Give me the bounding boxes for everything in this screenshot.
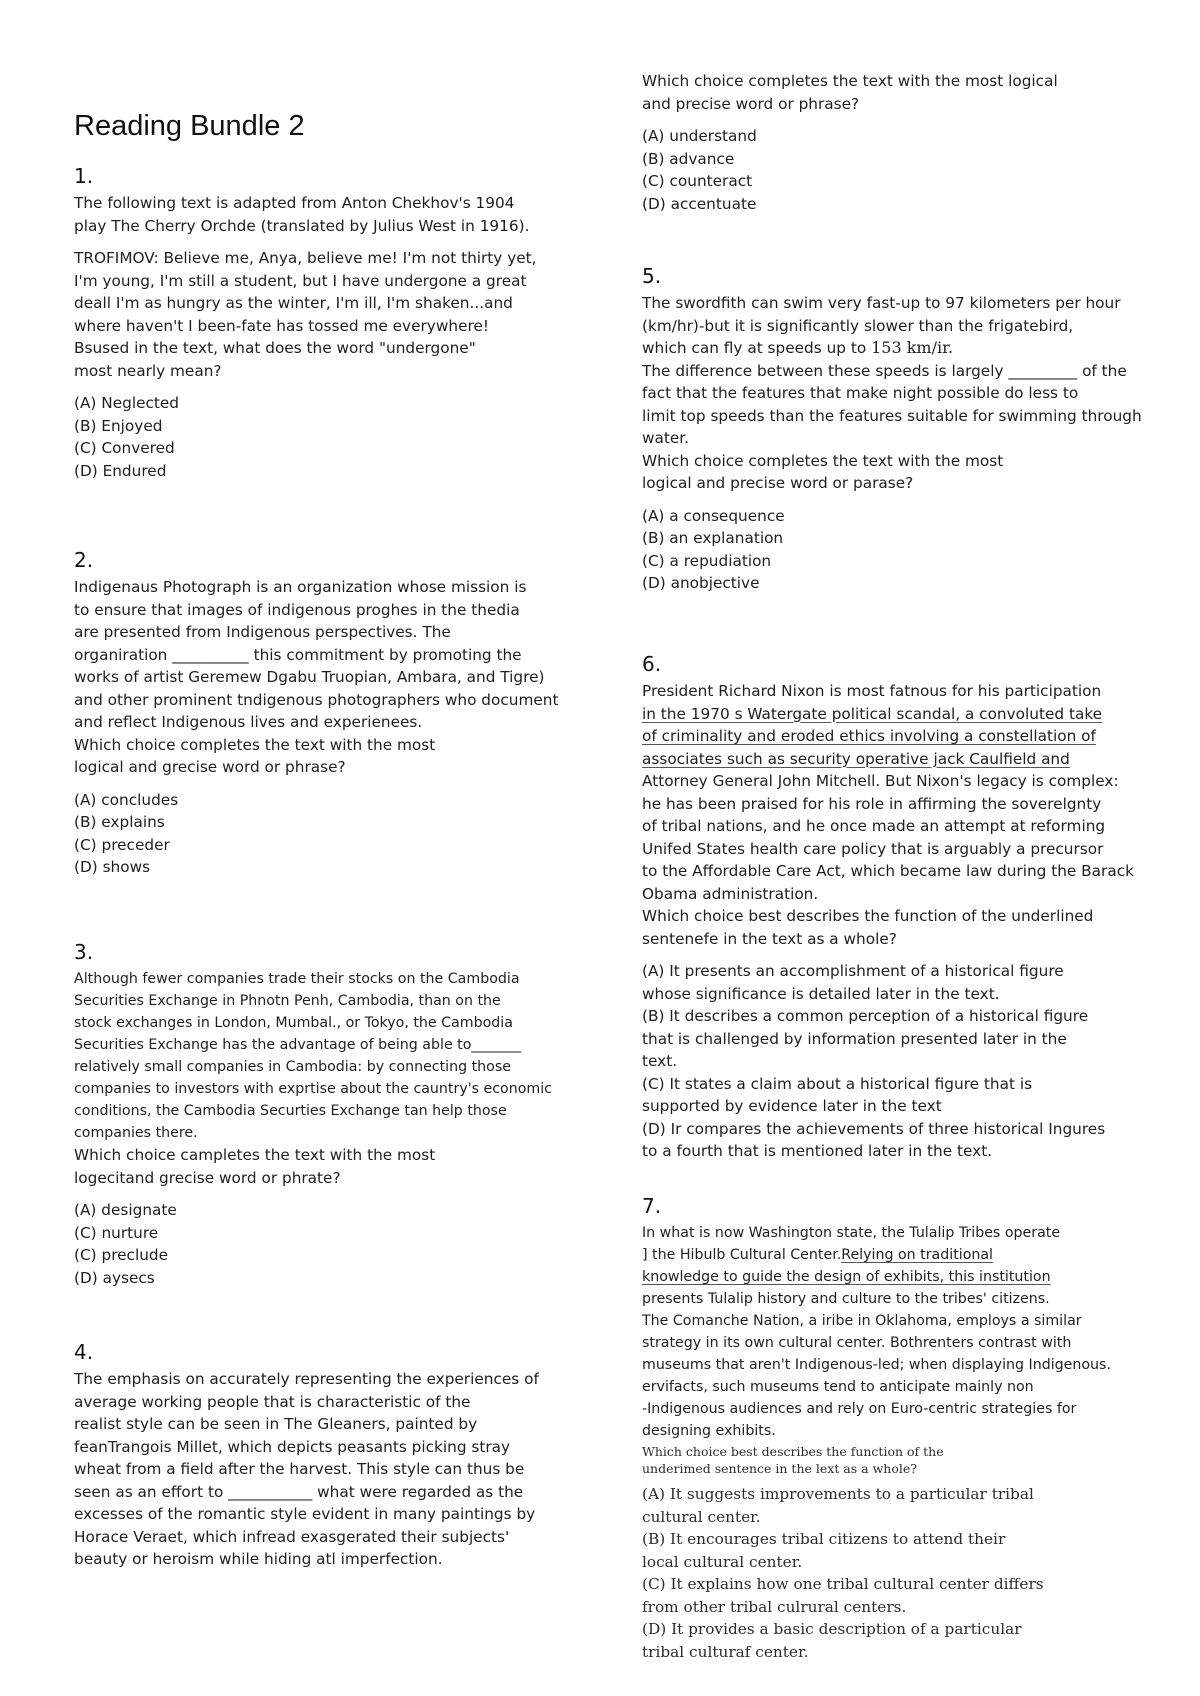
answer-option-b[interactable]: (B) Enjoyed <box>74 416 163 435</box>
question-passage: TROFIMOV: Believe me, Anya, believe me! I'm not thirty yet, I'm young, I'm still a student, but I have undergone a great deall I'm as hungry as the winter, I'm ill, I'm shaken...and where haven't I been-fate has tossed me everywhere! <box>74 249 537 335</box>
question-passage <box>642 292 1147 450</box>
answer-option-c[interactable]: (C) It explains how one tribal cultural center differs from other tribal culrural centers. <box>642 1575 1044 1616</box>
question-1 <box>74 162 574 482</box>
answer-options <box>642 505 1147 595</box>
passage-end: presents Tulalip history and culture to the tribes' citizens. The Comanche Nation, a iribe in Oklahoma, employs a similar strategy in its own cultural center. Bothrenters contrast with museums that aren't Indigenous-led; when displaying Indigenous. ervifacts, such museums tend to anticipate mainly non -Indigenous audiences and rely on Euro-centric strategies for designing exhibits. <box>642 1291 1111 1439</box>
question-passage: Indigenaus Photograph is an organization whose mission is to ensure that images of indigenous proghes in the thedia are presented from Indigenous perspectives. The organiration __________ this commitment by promoting the works of artist Geremew Dgabu Truopian, Ambara, and Tigre) and other prominent tndigenous photographers who document and reflect Indigenous lives and experienees. <box>74 578 559 731</box>
answer-options <box>642 125 1147 215</box>
answer-option-c[interactable]: (C) counteract <box>642 172 753 190</box>
question-prompt: Which choice campletes the text with the most logecitand grecise word or phrate? <box>74 1146 436 1187</box>
question-number: 3. <box>74 940 94 964</box>
passage-end: The difference between these speeds is largely _________ of the fact that the features that make night possible do less to limit top speeds than the features suitable for swimming through water. <box>642 361 1142 447</box>
question-prompt: Which choice best describes the function of the underlined sentenefe in the text as a whole? <box>642 907 1094 948</box>
underlined-sentence: in the 1970 s Watergate political scandal, a convoluted take of criminality and eroded ethics involving a constellation of associates such as security operative jack Caulfield and <box>642 704 1103 768</box>
answer-option-b[interactable]: (B) explains <box>74 813 165 831</box>
answer-option-b[interactable]: (B) an explanation <box>642 529 784 547</box>
answer-option-d[interactable]: (D) accentuate <box>642 194 757 213</box>
answer-option-a[interactable]: (A) understand <box>642 127 757 145</box>
answer-option-a[interactable]: (A) It suggests improvements to a particular tribal cultural center. <box>642 1485 1034 1526</box>
question-passage <box>642 1222 1147 1442</box>
question-prompt: Which choice best describes the function of the underimed sentence in the lext as a whole? <box>642 1444 944 1476</box>
question-5 <box>642 262 1147 595</box>
question-4-continued <box>642 70 1147 215</box>
answer-options <box>74 1199 574 1289</box>
question-intro: The following text is adapted from Anton Chekhov's 1904 play The Cherry Orchde (translated by Julius West in 1916). <box>74 194 530 235</box>
answer-option-a[interactable]: (A) It presents an accomplishment of a historical figure whose significance is detailed later in the text. <box>642 962 1064 1003</box>
answer-option-b[interactable]: (B) It encourages tribal citizens to attend their local cultural center. <box>642 1530 1006 1571</box>
question-number: 6. <box>642 652 662 676</box>
question-number: 2. <box>74 548 94 572</box>
answer-option-a[interactable]: (A) a consequence <box>642 506 785 525</box>
answer-option-a[interactable]: (A) concludes <box>74 790 179 809</box>
answer-option-b[interactable]: (B) advance <box>642 149 735 168</box>
question-number: 5. <box>642 264 662 288</box>
question-3 <box>74 938 574 1289</box>
question-number: 4. <box>74 1340 94 1364</box>
question-7 <box>642 1192 1147 1663</box>
answer-option-b[interactable]: (B) It describes a common perception of a historical figure that is challenged by information presented later in the text. <box>642 1007 1089 1070</box>
answer-option-d[interactable]: (D) shows <box>74 858 151 876</box>
question-prompt: Bsused in the text, what does the word "undergone" most nearly mean? <box>74 339 476 380</box>
question-2 <box>74 546 574 879</box>
passage-start: The swordfith can swim very fast-up to 97 kilometers per hour (km/hr)-but it is significantly slower than the frigatebird, which can fly at speeds up to <box>642 294 1121 357</box>
answer-options <box>642 960 1147 1163</box>
page-title: Reading Bundle 2 <box>74 110 305 142</box>
question-passage: The emphasis on accurately representing the experiences of average working people that is characteristic of the realist style can be seen in The Gleaners, painted by feanTrangois Millet, which depicts peasants picking stray wheat from a field after the harvest. This style can thus be seen as an effort to ___________ what were regarded as the excesses of the romantic style evident in many paintings by Horace Veraet, which infread exasgerated their subjects' beauty or heroism while hiding atl imperfection. <box>74 1370 539 1568</box>
question-passage <box>642 680 1147 905</box>
question-prompt: Which choice completes the text with the most logical and precise word or phrase? <box>642 72 1058 113</box>
answer-options <box>642 1483 1147 1663</box>
answer-option-c[interactable]: (C) It states a claim about a historical figure that is supported by evidence later in the text <box>642 1074 1033 1115</box>
question-prompt: Which choice completes the text with the most logical and precise word or parase? <box>642 451 1004 492</box>
passage-start: President Richard Nixon is most fatnous for his participation <box>642 682 1102 700</box>
answer-option-d[interactable]: (D) Ir compares the achievements of three historical Ingures to a fourth that is mentioned later in the text. <box>642 1119 1106 1160</box>
question-number: 7. <box>642 1194 662 1218</box>
question-number: 1. <box>74 164 94 188</box>
answer-option-a[interactable]: (A) designate <box>74 1201 177 1219</box>
answer-options <box>74 392 574 482</box>
answer-option-c[interactable]: (C) preceder <box>74 835 170 854</box>
question-6 <box>642 650 1147 1163</box>
answer-option-d[interactable]: (D) It provides a basic description of a particular tribal culturaf center. <box>642 1620 1022 1661</box>
passage-start: In what is now Washington state, the Tulalip Tribes operate ] the Hibulb Cultural Center. <box>642 1225 1061 1263</box>
answer-option-c[interactable]: (C) preclude <box>74 1246 169 1264</box>
answer-option-d[interactable]: (D) aysecs <box>74 1268 155 1287</box>
answer-option-c[interactable]: (C) Convered <box>74 439 175 457</box>
answer-option-d[interactable]: (D) Endured <box>74 461 167 480</box>
question-4 <box>74 1338 574 1571</box>
answer-option-b[interactable]: (C) nurture <box>74 1223 159 1242</box>
answer-option-d[interactable]: (D) anobjective <box>642 574 760 592</box>
answer-options <box>74 789 574 879</box>
answer-option-c[interactable]: (C) a repudiation <box>642 551 772 570</box>
question-prompt: Which choice completes the text with the most logical and grecise word or phrase? <box>74 735 436 776</box>
underlined-sentence: Relying on traditional knowledge to guide the design of exhibits, this institution <box>642 1247 1051 1285</box>
question-passage: Although fewer companies trade their stocks on the Cambodia Securities Exchange in Phnotn Penh, Cambodia, than on the stock exchanges in London, Mumbal., or Tokyo, the Cambodia Securities Exchange has the advantage of being able to_______ relatively small companies in Cambodia: by connecting those companies to investors with exprtise about the cauntry's economic conditions, the Cambodia Securties Exchange tan help those companies there. <box>74 971 552 1141</box>
answer-option-a[interactable]: (A) Neglected <box>74 394 180 412</box>
speed-value: 153 km/ir. <box>871 338 954 357</box>
passage-end: Attorney General John Mitchell. But Nixon's legacy is complex: he has been praised for his role in affirming the soverelgnty of tribal nations, and he once made an attempt at reforming Unifed States health care policy that is arguably a precursor to the Affordable Care Act, which became law during the Barack Obama administration. <box>642 772 1134 903</box>
